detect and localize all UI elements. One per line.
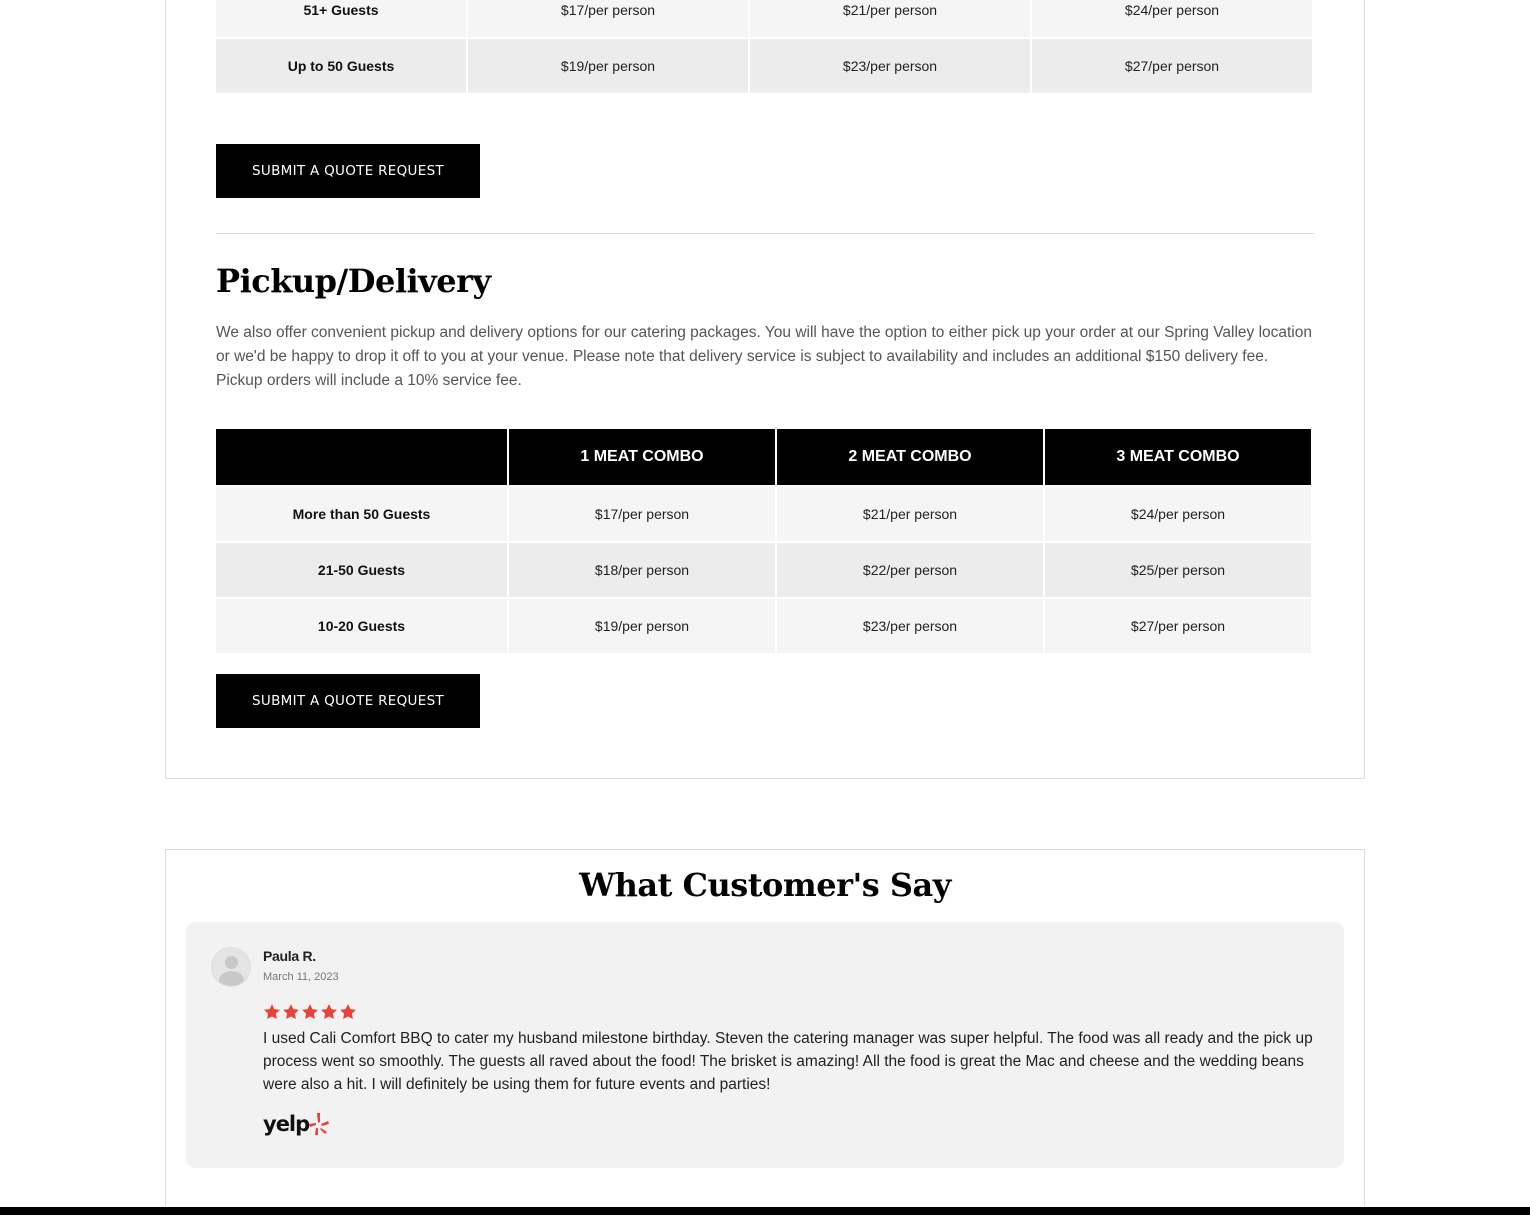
- table-row: [216, 487, 1311, 541]
- footer-bar: [0, 1207, 1530, 1215]
- price-cell: $24/per person: [1045, 487, 1311, 541]
- avatar-head-shape: [225, 956, 238, 969]
- yelp-wordmark: yelp: [263, 1111, 310, 1136]
- price-cell: $22/per person: [777, 543, 1043, 597]
- pickup-pricing-table: [214, 427, 1313, 655]
- star-icon: [301, 1003, 319, 1021]
- price-cell: $27/per person: [1045, 599, 1311, 653]
- price-cell: $23/per person: [750, 39, 1030, 93]
- guest-range-cell: 21-50 Guests: [216, 543, 507, 597]
- review-text: I used Cali Comfort BBQ to cater my husband milestone birthday. Steven the catering manager was super helpful. The food was all ready and the pick up process went so smoothly. The guests all raved about the food! The brisket is amazing! All the food is great the Mac and cheese and the wedding beans were also a hit. I will definitely be using them for future events and parties!: [263, 1030, 1313, 1093]
- price-cell: $25/per person: [1045, 543, 1311, 597]
- table-header-1-meat: 1 MEAT COMBO: [509, 429, 775, 485]
- submit-quote-button[interactable]: SUBMIT A QUOTE REQUEST: [216, 674, 480, 728]
- price-cell: $19/per person: [468, 39, 748, 93]
- table-row: [216, 39, 1312, 93]
- guest-range-cell: 51+ Guests: [216, 0, 466, 37]
- star-rating: [263, 1003, 357, 1021]
- submit-quote-button[interactable]: SUBMIT A QUOTE REQUEST: [216, 144, 480, 198]
- avatar-body-shape: [219, 971, 244, 987]
- pickup-delivery-title: Pickup/Delivery: [216, 262, 491, 300]
- price-cell: $21/per person: [750, 0, 1030, 37]
- user-avatar-icon: [211, 947, 251, 987]
- reviews-title: What Customer's Say: [579, 866, 951, 904]
- price-cell: $17/per person: [468, 0, 748, 37]
- price-cell: $17/per person: [509, 487, 775, 541]
- yelp-logo-icon[interactable]: [263, 1112, 329, 1136]
- price-cell: $19/per person: [509, 599, 775, 653]
- guest-range-cell: Up to 50 Guests: [216, 39, 466, 93]
- price-cell: $24/per person: [1032, 0, 1312, 37]
- price-cell: $21/per person: [777, 487, 1043, 541]
- table-row: [216, 543, 1311, 597]
- table-header-3-meat: 3 MEAT COMBO: [1045, 429, 1311, 485]
- pickup-delivery-description: We also offer convenient pickup and delivery options for our catering packages. You will have the option to either pick up your order at our Spring Valley location or we'd be happy to drop it off to you at your venue. Please note that delivery service is subject to availability and includes an additional $150 delivery fee. Pickup orders will include a 10% service fee.: [216, 324, 1312, 389]
- table-header-2-meat: 2 MEAT COMBO: [777, 429, 1043, 485]
- price-cell: $27/per person: [1032, 39, 1312, 93]
- star-icon: [263, 1003, 281, 1021]
- price-cell: $23/per person: [777, 599, 1043, 653]
- review-date: March 11, 2023: [263, 971, 339, 983]
- guest-range-cell: More than 50 Guests: [216, 487, 507, 541]
- table-row: [216, 599, 1311, 653]
- table-row: [216, 0, 1312, 37]
- catering-pricing-table: [214, 0, 1314, 95]
- star-icon: [320, 1003, 338, 1021]
- yelp-burst-icon: [309, 1112, 329, 1136]
- reviewer-name: Paula R.: [263, 948, 316, 964]
- star-icon: [282, 1003, 300, 1021]
- table-header-row: [216, 429, 1311, 485]
- table-header-empty: [216, 429, 507, 485]
- guest-range-cell: 10-20 Guests: [216, 599, 507, 653]
- section-divider: [216, 233, 1314, 234]
- star-icon: [339, 1003, 357, 1021]
- price-cell: $18/per person: [509, 543, 775, 597]
